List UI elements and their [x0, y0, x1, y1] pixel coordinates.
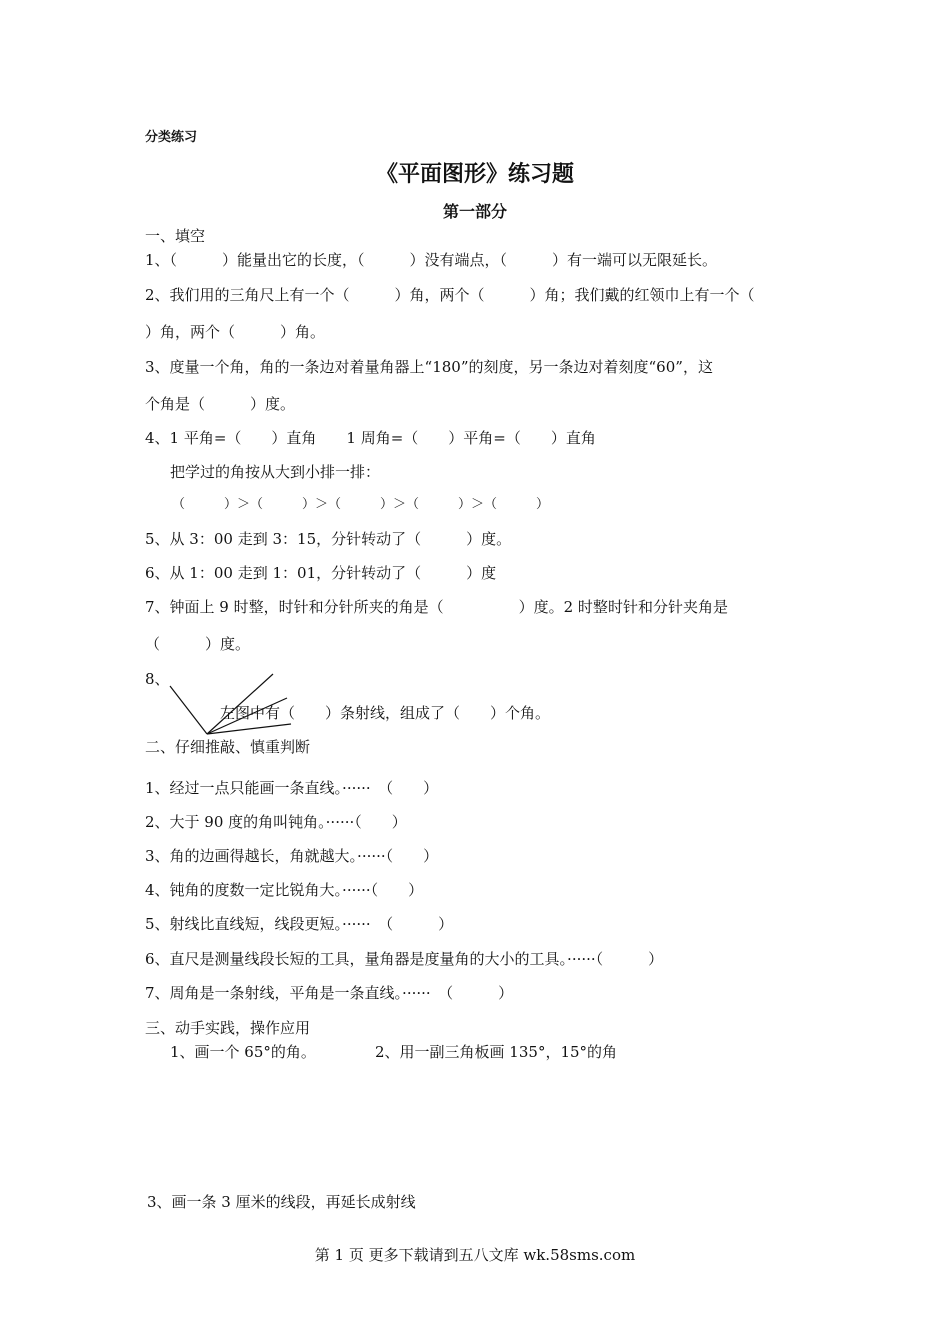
section2-heading: 二、仔细推敲、慎重判断: [145, 738, 311, 756]
question-4-ordering: （ ）＞（ ）＞（ ）＞（ ）＞（ ）: [172, 497, 550, 512]
judge-item-7: 7、周角是一条射线，平角是一条直线。······ （ ）: [145, 984, 514, 1002]
practice-item-2: 2、用一副三角板画 135°，15°的角: [375, 1043, 618, 1061]
question-6: 6、从 1：00 走到 1：01，分针转动了（ ）度: [145, 564, 497, 582]
question-8-text: 左图中有（ ）条射线，组成了（ ）个角。: [220, 704, 551, 722]
judge-item-4: 4、钝角的度数一定比锐角大。······（ ）: [145, 881, 424, 899]
section1-heading: 一、填空: [145, 227, 206, 245]
page-footer: 第 1 页 更多下载请到五八文库 wk.58sms.com: [314, 1246, 636, 1264]
question-3-line1: 3、度量一个角，角的一条边对着量角器上“180”的刻度，另一条边对着刻度“60”，这: [145, 358, 713, 376]
judge-item-6: 6、直尺是测量线段长短的工具，量角器是度量角的大小的工具。······（ ）: [145, 950, 664, 968]
question-7-line1: 7、钟面上 9 时整，时针和分针所夹的角是（ ）度。2 时整时针和分针夹角是: [145, 598, 728, 616]
ray-left: [170, 686, 207, 734]
question-4-line1: 4、1 平角=（ ）直角 1 周角=（ ）平角=（ ）直角: [145, 429, 596, 447]
question-2-line1: 2、我们用的三角尺上有一个（ ）角，两个（ ）角；我们戴的红领巾上有一个（: [145, 286, 755, 304]
judge-item-2: 2、大于 90 度的角叫钝角。······（ ）: [145, 813, 407, 831]
document-title: 《平面图形》练习题: [375, 162, 574, 187]
question-7-line2: （ ）度。: [145, 635, 251, 653]
judge-item-1: 1、经过一点只能画一条直线。······ （ ）: [145, 779, 439, 797]
judge-item-3: 3、角的边画得越长，角就越大。······（ ）: [145, 847, 439, 865]
question-4-line2: 把学过的角按从大到小排一排：: [170, 463, 381, 481]
question-8-number: 8、: [145, 670, 170, 688]
question-5: 5、从 3：00 走到 3：15，分针转动了（ ）度。: [145, 530, 512, 548]
document-subtitle: 第一部分: [442, 202, 507, 221]
practice-item-3: 3、画一条 3 厘米的线段，再延长成射线: [147, 1193, 416, 1211]
ray-lower: [207, 724, 291, 734]
question-2-line2: ）角，两个（ ）角。: [145, 323, 326, 341]
section3-heading: 三、动手实践，操作应用: [145, 1019, 311, 1037]
judge-item-5: 5、射线比直线短，线段更短。······ （ ）: [145, 915, 454, 933]
practice-item-1: 1、画一个 65°的角。: [170, 1043, 316, 1061]
question-3-line2: 个角是（ ）度。: [145, 395, 296, 413]
category-label: 分类练习: [145, 130, 198, 145]
question-1: 1、（ ）能量出它的长度，（ ）没有端点，（ ）有一端可以无限延长。: [145, 251, 718, 269]
